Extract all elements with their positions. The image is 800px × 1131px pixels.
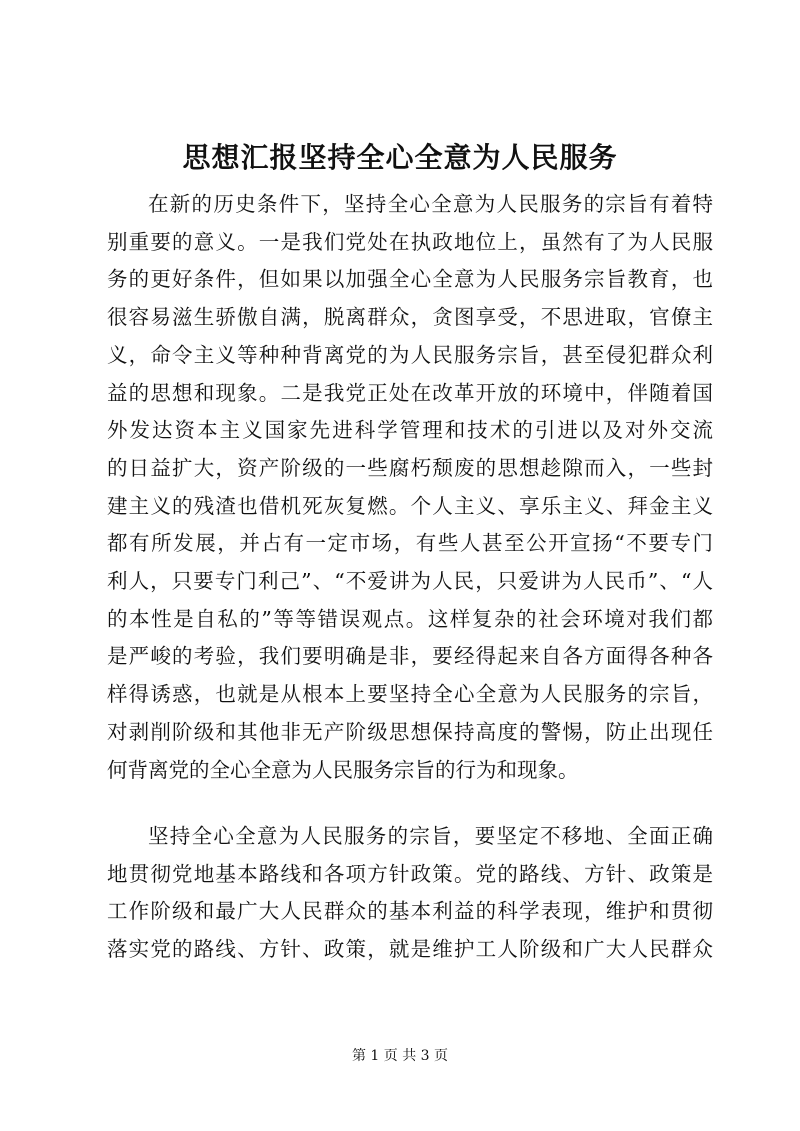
page-footer: 第 1 页 共 3 页 — [351, 1048, 449, 1064]
text-line: 工作阶级和最广大人民群众的基本利益的科学表现，维护和贯彻 — [107, 899, 713, 924]
text-line: 坚持全心全意为人民服务的宗旨，要坚定不移地、全面正确 — [148, 824, 713, 848]
text-line: 样得诱惑，也就是从根本上要坚持全心全意为人民服务的宗旨， — [107, 682, 713, 707]
text-line: 的日益扩大，资产阶级的一些腐朽颓废的思想趁隙而入，一些封 — [107, 455, 713, 480]
paragraph-1 — [107, 186, 713, 789]
document-title: 思想汇报坚持全心全意为人民服务 — [182, 141, 618, 174]
text-line: 在新的历史条件下，坚持全心全意为人民服务的宗旨有着特 — [148, 192, 713, 216]
text-line: 的本性是自私的”等等错误观点。这样复杂的社会环境对我们都 — [107, 606, 713, 631]
text-line: 是严峻的考验，我们要明确是非，要经得起来自各方面得各种各 — [107, 644, 713, 669]
text-line: 对剥削阶级和其他非无产阶级思想保持高度的警惕，防止出现任 — [107, 719, 713, 744]
text-line: 都有所发展，并占有一定市场，有些人甚至公开宣扬“不要专门 — [107, 531, 713, 556]
text-line: 益的思想和现象。二是我党正处在改革开放的环境中，伴随着国 — [107, 380, 713, 405]
text-line: 地贯彻党地基本路线和各项方针政策。党的路线、方针、政策是 — [107, 861, 713, 886]
text-line: 外发达资本主义国家先进科学管理和技术的引进以及对外交流 — [107, 418, 713, 443]
text-line: 别重要的意义。一是我们党处在执政地位上，虽然有了为人民服 — [107, 229, 713, 254]
text-line: 落实党的路线、方针、政策，就是维护工人阶级和广大人民群众 — [107, 937, 713, 962]
text-line: 建主义的残渣也借机死灰复燃。个人主义、享乐主义、拜金主义 — [107, 493, 713, 518]
paragraph-2 — [107, 818, 713, 969]
text-line: 义，命令主义等种种背离党的为人民服务宗旨，甚至侵犯群众利 — [107, 342, 713, 367]
text-line: 务的更好条件，但如果以加强全心全意为人民服务宗旨教育，也 — [107, 267, 713, 292]
text-line: 何背离党的全心全意为人民服务宗旨的行为和现象。 — [107, 757, 579, 782]
text-line: 很容易滋生骄傲自满，脱离群众，贪图享受，不思进取，官僚主 — [107, 305, 713, 330]
text-line: 利人，只要专门利己”、“不爱讲为人民，只爱讲为人民币”、“人 — [107, 569, 713, 594]
